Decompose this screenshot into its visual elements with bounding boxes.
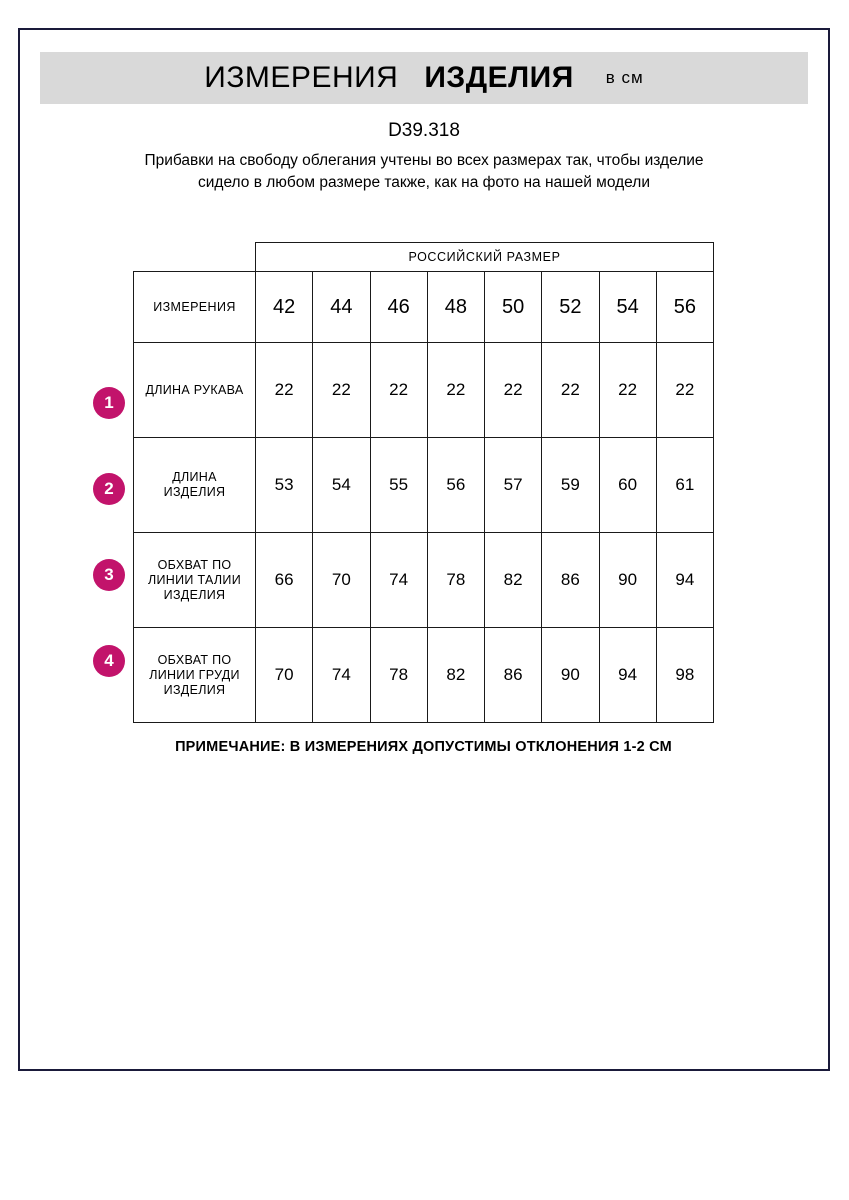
cell-r1-c2: 22 <box>313 343 370 438</box>
cell-r4-c6: 90 <box>542 628 599 723</box>
cell-r2-c7: 60 <box>599 438 656 533</box>
table-header-sizes-row <box>134 272 714 343</box>
cell-r2-c6: 59 <box>542 438 599 533</box>
row-bullet-1: 1 <box>93 387 125 419</box>
cell-r3-c7: 90 <box>599 533 656 628</box>
intro-text: Прибавки на свободу облегания учтены во всех размерах так, чтобы изделие сидело в любом размере также, как на фото на нашей модели <box>144 152 704 191</box>
size-table-container <box>18 242 830 755</box>
cell-r3-c3: 74 <box>370 533 427 628</box>
size-header-48: 48 <box>427 272 484 343</box>
empty-corner-cell <box>134 243 256 272</box>
cell-r1-c3: 22 <box>370 343 427 438</box>
size-header-54: 54 <box>599 272 656 343</box>
cell-r4-c1: 70 <box>256 628 313 723</box>
size-header-52: 52 <box>542 272 599 343</box>
row-bullet-3: 3 <box>93 559 125 591</box>
cell-r1-c4: 22 <box>427 343 484 438</box>
row-label-sleeve-length: ДЛИНА РУКАВА <box>134 343 256 438</box>
header-title-measurements: ИЗМЕРЕНИЯ <box>204 61 399 94</box>
document-content <box>18 28 830 755</box>
header-title-product: ИЗДЕЛИЯ <box>424 61 574 94</box>
cell-r4-c4: 82 <box>427 628 484 723</box>
size-header-46: 46 <box>370 272 427 343</box>
cell-r1-c5: 22 <box>485 343 542 438</box>
table-row <box>134 438 714 533</box>
cell-r2-c3: 55 <box>370 438 427 533</box>
cell-r4-c7: 94 <box>599 628 656 723</box>
cell-r3-c1: 66 <box>256 533 313 628</box>
cell-r4-c3: 78 <box>370 628 427 723</box>
cell-r2-c5: 57 <box>485 438 542 533</box>
size-table <box>133 242 714 723</box>
table-row <box>134 628 714 723</box>
row-label-waist-girth: ОБХВАТ ПО ЛИНИИ ТАЛИИ ИЗДЕЛИЯ <box>134 533 256 628</box>
cell-r1-c6: 22 <box>542 343 599 438</box>
row-bullet-4: 4 <box>93 645 125 677</box>
table-row <box>134 533 714 628</box>
cell-r3-c5: 82 <box>485 533 542 628</box>
size-header-44: 44 <box>313 272 370 343</box>
cell-r4-c2: 74 <box>313 628 370 723</box>
header-banner <box>40 52 808 104</box>
size-header-50: 50 <box>485 272 542 343</box>
row-label-product-length: ДЛИНА ИЗДЕЛИЯ <box>134 438 256 533</box>
cell-r3-c6: 86 <box>542 533 599 628</box>
row-label-chest-girth: ОБХВАТ ПО ЛИНИИ ГРУДИ ИЗДЕЛИЯ <box>134 628 256 723</box>
cell-r1-c1: 22 <box>256 343 313 438</box>
cell-r2-c2: 54 <box>313 438 370 533</box>
cell-r2-c8: 61 <box>656 438 713 533</box>
cell-r3-c2: 70 <box>313 533 370 628</box>
cell-r1-c7: 22 <box>599 343 656 438</box>
cell-r3-c4: 78 <box>427 533 484 628</box>
size-header-56: 56 <box>656 272 713 343</box>
table-header-group-row <box>134 243 714 272</box>
cell-r4-c5: 86 <box>485 628 542 723</box>
table-row <box>134 343 714 438</box>
russian-size-header: РОССИЙСКИЙ РАЗМЕР <box>256 243 714 272</box>
tolerance-note: ПРИМЕЧАНИЕ: В ИЗМЕРЕНИЯХ ДОПУСТИМЫ ОТКЛОНЕНИЯ 1-2 СМ <box>175 739 672 755</box>
cell-r4-c8: 98 <box>656 628 713 723</box>
measurements-header-cell: ИЗМЕРЕНИЯ <box>134 272 256 343</box>
row-bullet-2: 2 <box>93 473 125 505</box>
header-units-label: в см <box>605 68 644 87</box>
cell-r2-c1: 53 <box>256 438 313 533</box>
product-code: D39.318 <box>388 120 460 141</box>
cell-r3-c8: 94 <box>656 533 713 628</box>
cell-r1-c8: 22 <box>656 343 713 438</box>
size-header-42: 42 <box>256 272 313 343</box>
cell-r2-c4: 56 <box>427 438 484 533</box>
